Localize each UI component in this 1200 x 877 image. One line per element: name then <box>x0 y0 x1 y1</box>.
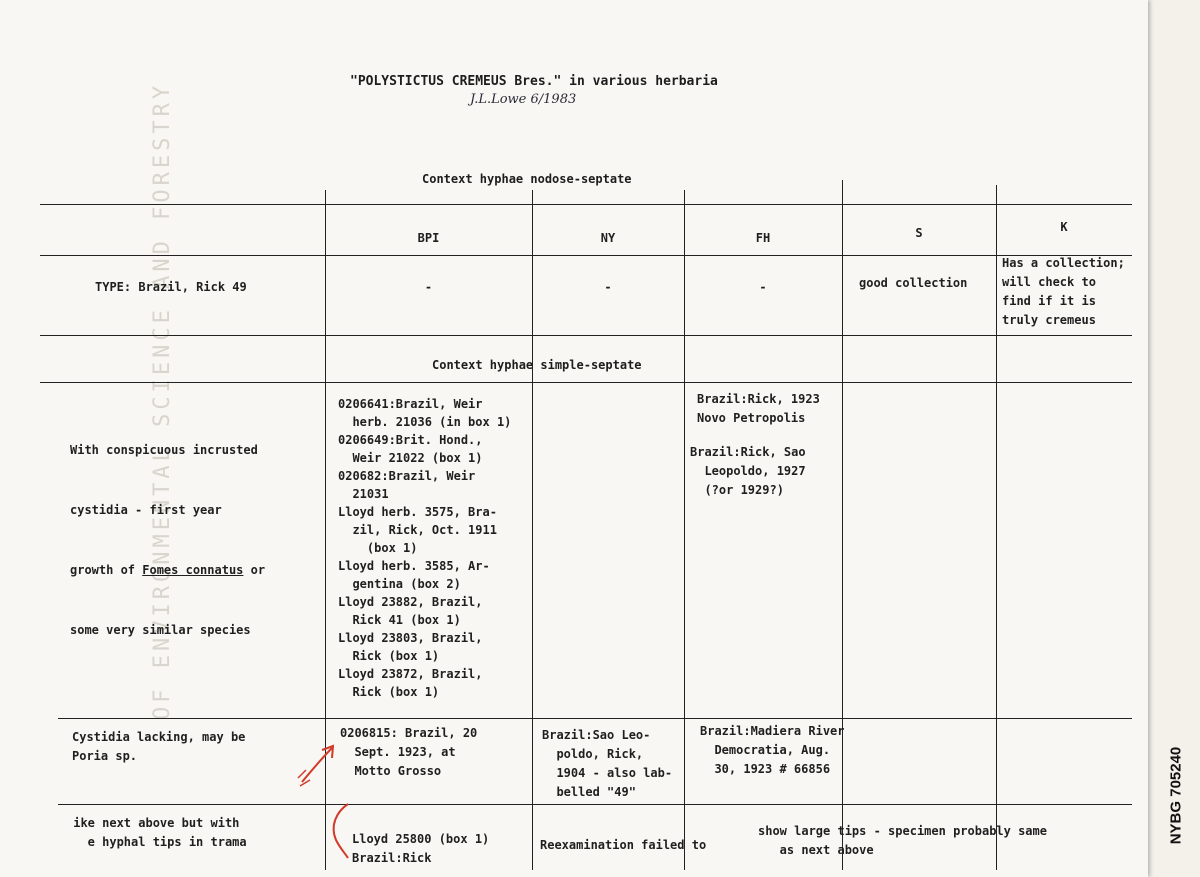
row1-label-line <box>70 560 265 580</box>
species-name: Fomes connatus <box>142 563 244 577</box>
red-arrow-mark <box>292 740 352 870</box>
row1-fh-first: Brazil:Rick, 1923 Novo Petropolis <box>697 392 820 425</box>
column-header-bpi: BPI <box>417 231 440 245</box>
table-rule <box>58 718 1132 719</box>
stamp-text: NYBG 705240 <box>1167 746 1185 844</box>
table-rule <box>58 804 1132 805</box>
row1-label-line: cystidia - first year <box>70 503 222 517</box>
type-row-k: Has a collection; will check to find if it is truly cremeus <box>1002 256 1125 327</box>
type-row-s: good collection <box>859 276 968 290</box>
table-rule <box>40 204 1132 205</box>
column-header-s: S <box>915 226 923 240</box>
faint-letterhead: OF ENVIRONMENTAL SCIENCE AND FORESTRY <box>150 81 175 720</box>
row1-label-part: or <box>243 563 266 577</box>
row2-bpi: 0206815: Brazil, 20 Sept. 1923, at Motto Grosso <box>340 726 478 778</box>
column-header-k: K <box>1060 220 1068 234</box>
column-rule <box>996 185 997 870</box>
row1-label-line: some very similar species <box>70 623 251 637</box>
row3-ny: Reexamination failed to <box>540 838 707 852</box>
handwritten-author-note: J.L.Lowe 6/1983 <box>470 92 577 107</box>
table-rule <box>40 335 1132 336</box>
row3-fh-s: show large tips - specimen probably same as next above <box>758 824 1047 857</box>
row1-fh-second: Brazil:Rick, Sao Leopoldo, 1927 (?or 1929?) <box>690 445 806 497</box>
type-row-ny: - <box>604 280 612 294</box>
row3-label: ike next above but with e hyphal tips in trama <box>73 816 247 849</box>
column-header-ny: NY <box>600 231 616 245</box>
row1-label-line: With conspicuous incrusted <box>70 443 258 457</box>
document-title: "POLYSTICTUS CREMEUS Bres." in various herbaria <box>350 74 718 89</box>
row1-bpi: 0206641:Brazil, Weir herb. 21036 (in box 1) 0206649:Brit. Hond., Weir 21022 (box 1) 020682:Brazil, Weir 21031 Lloyd herb. 3575, Bra- zil, Rick, Oct. 1911 (box 1) Lloyd herb. 3585, Ar- gentina (box 2) Lloyd 23882, Brazil, Rick 41 (box 1) Lloyd 23803, Brazil, Rick (box 1) Lloyd 23872, Brazil, Rick (box 1) <box>338 397 512 699</box>
nybg-accession-stamp <box>1160 730 1192 860</box>
column-header-fh: FH <box>755 231 771 245</box>
table-rule <box>40 382 1132 383</box>
row1-label-part: growth of <box>70 563 143 577</box>
row2-label: Cystidia lacking, may be Poria sp. <box>72 730 246 763</box>
row1-label <box>70 400 265 680</box>
type-row-fh: - <box>759 280 767 294</box>
section-simple-septate: Context hyphae simple-septate <box>432 358 642 372</box>
table-rule <box>40 255 1132 256</box>
row2-fh: Brazil:Madiera River Democratia, Aug. 30, 1923 # 66856 <box>700 724 845 776</box>
type-row-label: TYPE: Brazil, Rick 49 <box>95 280 247 294</box>
row3-bpi: Lloyd 25800 (box 1) Brazil:Rick <box>352 832 490 865</box>
type-row-bpi: - <box>424 280 433 294</box>
section-nodose-septate: Context hyphae nodose-septate <box>422 172 632 186</box>
row2-ny: Brazil:Sao Leo- poldo, Rick, 1904 - also lab- belled "49" <box>542 728 673 799</box>
